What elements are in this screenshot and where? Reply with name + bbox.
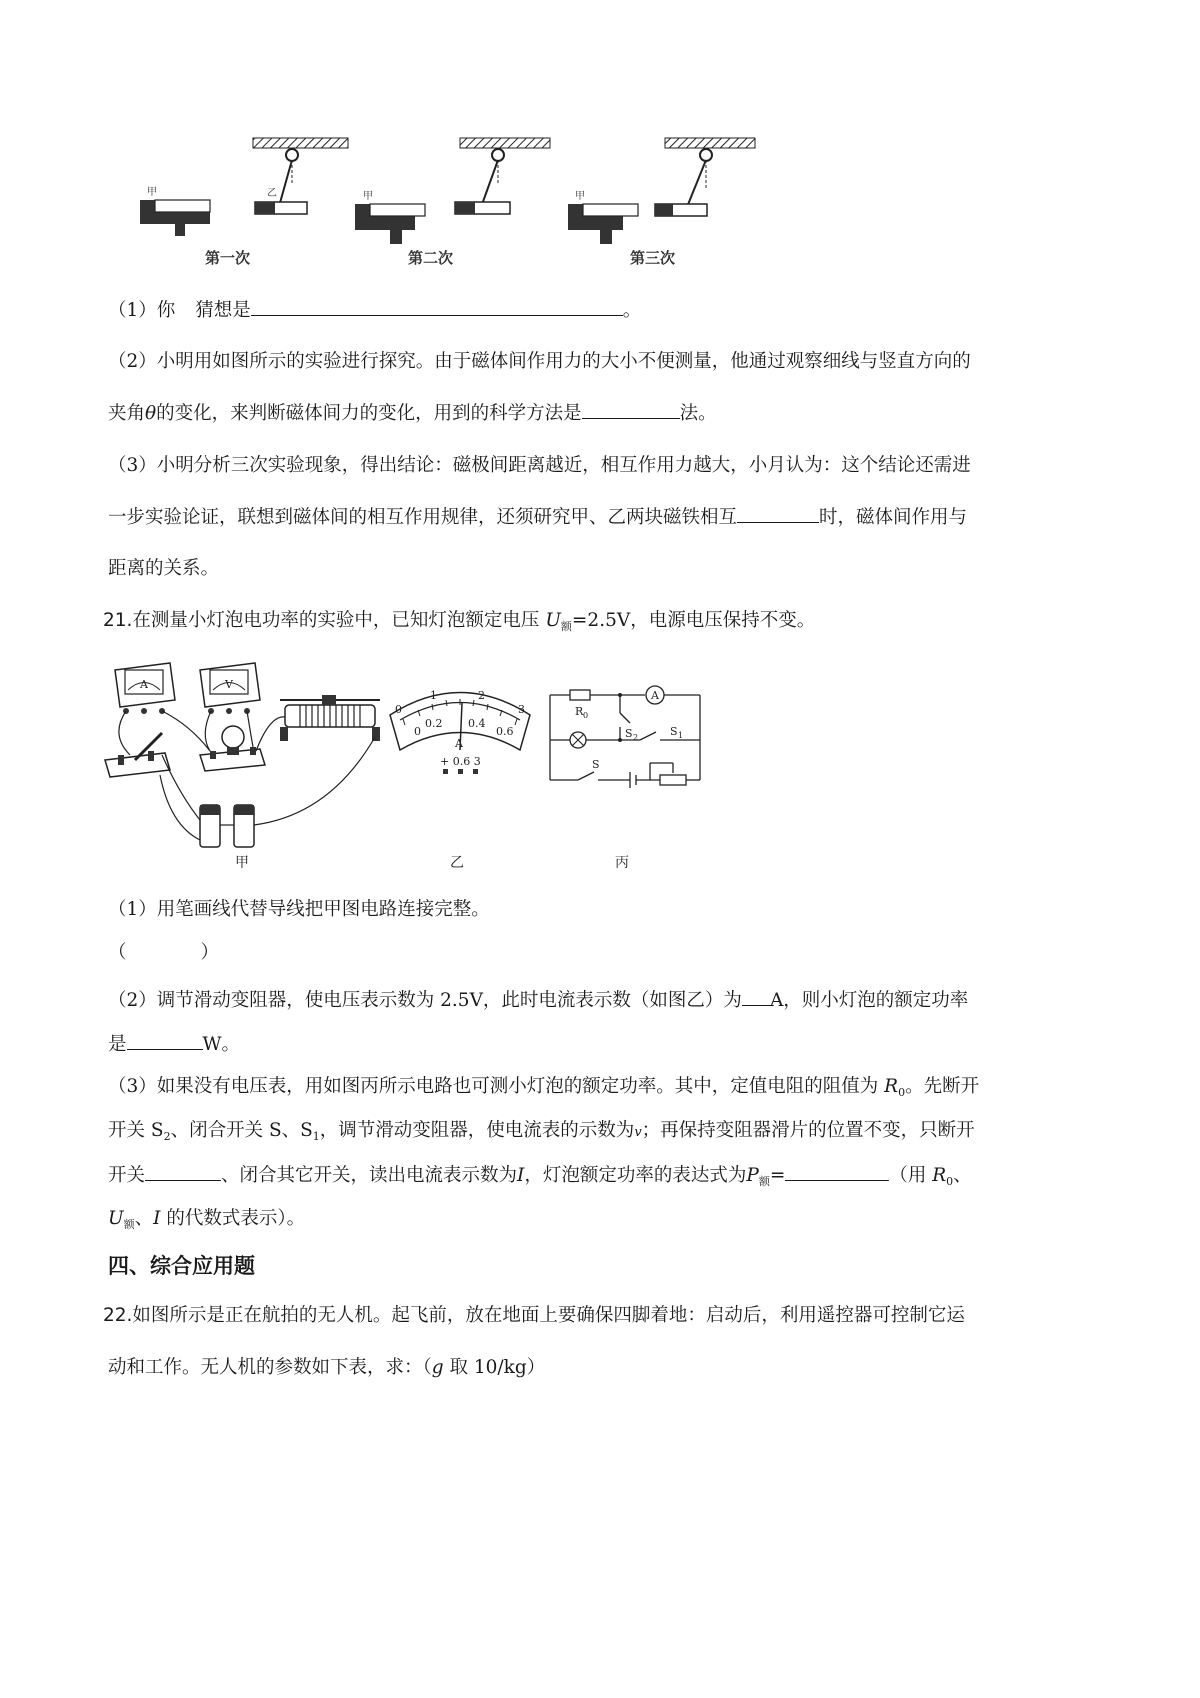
trial-1-label: 第一次 [205, 249, 251, 267]
fig-label-jia: 甲 [235, 855, 249, 871]
trial-2-label: 第二次 [408, 249, 454, 267]
battery-pack [200, 805, 254, 847]
svg-text:A: A [140, 678, 148, 691]
q20-part3-line1: （3）小明分析三次实验现象，得出结论：磁极间距离越近，相互作用力越大，小月认为：这个结论还需进 [108, 455, 971, 476]
trial-3 [568, 138, 755, 244]
schematic-labels [572, 689, 683, 771]
svg-text:1: 1 [430, 689, 437, 702]
svg-text:0: 0 [583, 711, 589, 720]
answer-blank-current[interactable] [742, 987, 770, 1006]
q21-part1: （1）用笔画线代替导线把甲图电路连接完整。 [108, 899, 490, 920]
circuit-figure [100, 655, 720, 885]
svg-text:甲: 甲 [363, 191, 373, 202]
svg-text:0: 0 [414, 725, 421, 738]
fig-label-yi: 乙 [450, 855, 464, 871]
answer-blank-expression[interactable] [785, 1162, 889, 1181]
magnet-experiment-figure [135, 130, 785, 275]
ammeter-device [115, 663, 175, 714]
rheostat-device [280, 695, 380, 741]
answer-blank-power[interactable] [127, 1031, 203, 1050]
trial-2 [355, 138, 550, 244]
answer-paren[interactable]: （ ） [108, 942, 220, 963]
apparatus-diagram [105, 663, 380, 847]
svg-text:V: V [225, 678, 233, 691]
svg-text:S: S [625, 727, 633, 740]
answer-blank-method[interactable] [582, 400, 680, 419]
q21-part3-line4: $U_额$、I 的代数式表示）。 [108, 1208, 306, 1231]
svg-text:0: 0 [395, 703, 402, 716]
q21-part3-line3: 开关 、闭合其它开关，读出电流表示数为I，灯泡额定功率的表达式为$P_额=$ （用 $R_0$、 [108, 1162, 972, 1195]
q20-part1: （1）你 猜想是 。 [108, 297, 641, 324]
q22-line2: 动和工作。无人机的参数如下表，求：（g 取 10/kg） [108, 1357, 546, 1378]
svg-text:+ 0.6 3: + 0.6 3 [440, 755, 481, 768]
q21-part1-answer [108, 940, 219, 966]
q20-part3-line2: 一步实验论证，联想到磁体间的相互作用规律，还须研究甲、乙两块磁铁相互 时，磁体间作用与 [108, 504, 967, 531]
answer-blank-guess[interactable] [251, 297, 623, 316]
q20-part2-line1: （2）小明用如图所示的实验进行探究。由于磁体间作用力的大小不便测量，他通过观察细线与竖直方向的 [108, 351, 971, 372]
trial-1 [140, 138, 348, 236]
q21-part3-line1: （3）如果没有电压表，用如图丙所示电路也可测小灯泡的额定功率。其中，定值电阻的阻值为 $R_0$。先断开 [108, 1076, 980, 1099]
section-heading: 四、综合应用题 [108, 1254, 255, 1278]
q21-part2-line1: （2）调节滑动变阻器，使电压表示数为 2.5V，此时电流表示数（如图乙）为 A，则小灯泡的额定功率 [108, 987, 968, 1014]
q21-part3-line2: 开关 $S_2$、闭合开关 S、$S_1$，调节滑动变阻器，使电流表的示数为v；再保持变阻器滑片的位置不变，只断开 [108, 1120, 975, 1143]
svg-text:S: S [592, 758, 600, 771]
q20-part2-line2: 夹角θ的变化，来判断磁体间力的变化，用到的科学方法是 法。 [108, 400, 717, 427]
answer-blank-switch[interactable] [145, 1162, 221, 1181]
switch-device [105, 733, 170, 777]
magnet-b-label: 乙 [267, 188, 277, 199]
svg-text:A: A [651, 689, 659, 702]
svg-text:0.4: 0.4 [468, 717, 486, 730]
svg-text:0.2: 0.2 [425, 717, 443, 730]
q20-part3-line3: 距离的关系。 [108, 558, 220, 579]
svg-text:2: 2 [633, 733, 639, 742]
q21-part2-line2: 是 W。 [108, 1031, 240, 1058]
magnet-a-label: 甲 [147, 187, 157, 198]
q21-intro: 21.在测量小灯泡电功率的实验中，已知灯泡额定电压 $U_额=2.5V$，电源电压保持不变。 [103, 610, 816, 633]
svg-text:3: 3 [518, 703, 525, 716]
voltmeter-device [200, 663, 260, 714]
answer-blank-interaction[interactable] [737, 504, 819, 523]
svg-text:R: R [575, 705, 584, 718]
svg-text:0.6: 0.6 [496, 725, 514, 738]
fig-label-bing: 丙 [615, 855, 629, 871]
svg-text:A: A [455, 737, 463, 750]
q22-line1: 22.如图所示是正在航拍的无人机。起飞前，放在地面上要确保四脚着地：启动后，利用遥控器可控制它运 [103, 1305, 965, 1326]
trial-3-label: 第三次 [630, 249, 676, 267]
svg-text:1: 1 [678, 731, 684, 740]
svg-text:S: S [670, 725, 678, 738]
bulb-device [200, 726, 265, 771]
ammeter-dial [390, 689, 530, 774]
svg-text:甲: 甲 [575, 191, 585, 202]
svg-text:2: 2 [478, 689, 485, 702]
